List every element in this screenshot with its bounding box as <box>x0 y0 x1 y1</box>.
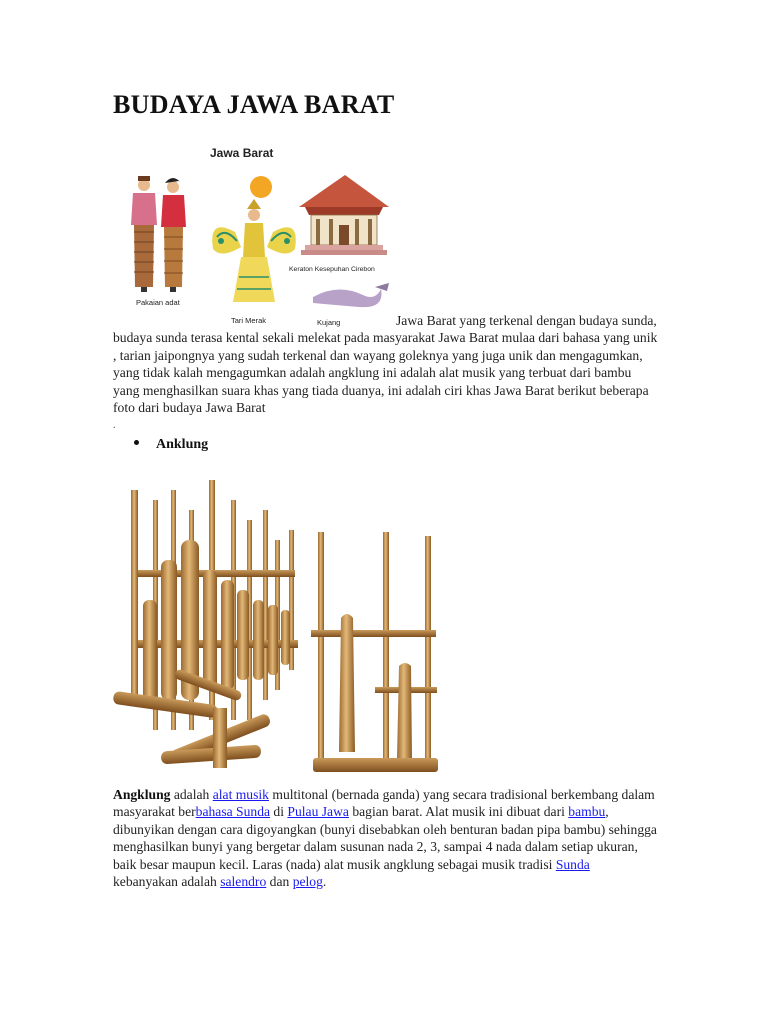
label-kujang: Kujang <box>317 318 341 327</box>
desc-text-4: bagian barat. Alat musik ini dibuat dari <box>348 804 569 820</box>
term-angklung: Angklung <box>113 787 171 802</box>
page-title: BUDAYA JAWA BARAT <box>113 90 395 119</box>
link-bambu[interactable]: bambu <box>568 804 606 820</box>
angklung-photo <box>113 470 458 785</box>
illustration-header: Jawa Barat <box>210 146 274 160</box>
link-pulau-jawa[interactable]: Pulau Jawa <box>287 804 349 820</box>
desc-text-5: , dibunyikan dengan cara digoyangkan (bunyi disebabkan oleh benturan badan pipa bambu) sehingga menghasilkan bunyi yang bergetar dalam susunan nada 2, 3, sampai 4 nada dalam setiap ukuran, baik besar maupun kecil. Laras (nada) alat musik angklung sebagai musik tradisi <box>113 804 657 872</box>
bullet-label: Anklung <box>156 437 209 452</box>
link-pelog[interactable]: pelog <box>292 874 323 890</box>
intro-text: Jawa Barat yang terkenal dengan budaya sunda, budaya sunda terasa kental sekali melekat pada masyarakat Jawa Barat mulaa dari bahasa yang unik , tarian jaipongnya yang sudah terkenal dan wayang goleknya yang juga unik dan mengagumkan, yang tidak kalah mengagumkan adalah angklung ini adalah alat musik yang terbuat dari bambu yang menghasilkan suara khas yang tiada duanya, ini adalah ciri khas Jawa Barat berikut beberapa foto dari budaya Jawa Barat <box>113 313 658 416</box>
illustration-float-gap <box>113 324 396 325</box>
angklung-description <box>113 786 658 890</box>
link-salendro[interactable]: salendro <box>220 874 267 890</box>
label-tari-merak: Tari Merak <box>231 316 267 325</box>
bullet-item-anklung <box>134 437 208 453</box>
desc-text-7: dan <box>266 874 293 890</box>
desc-text-3: di <box>270 804 288 820</box>
link-alat-musik[interactable]: alat musik <box>212 787 269 802</box>
link-sunda[interactable]: Sunda <box>555 856 590 872</box>
label-pakaian-adat: Pakaian adat <box>136 298 180 307</box>
desc-text-2: multitonal (bernada ganda) yang secara tradisional berkembang dalam masyarakat ber <box>113 787 655 820</box>
desc-text-1: adalah <box>170 787 213 802</box>
angklung-single <box>311 532 438 772</box>
link-bahasa-sunda[interactable]: bahasa Sunda <box>195 804 271 820</box>
jawa-barat-illustration <box>113 137 398 332</box>
desc-text-6: kebanyakan adalah <box>113 874 221 890</box>
desc-text-8: . <box>322 874 327 890</box>
angklung-set-large <box>113 480 298 768</box>
intro-paragraph <box>113 312 658 416</box>
bullet-dot-icon <box>134 440 139 445</box>
label-keraton: Keraton Kesepuhan Cirebon <box>289 266 375 273</box>
sun-icon <box>250 176 272 198</box>
stray-period: . <box>113 420 116 431</box>
